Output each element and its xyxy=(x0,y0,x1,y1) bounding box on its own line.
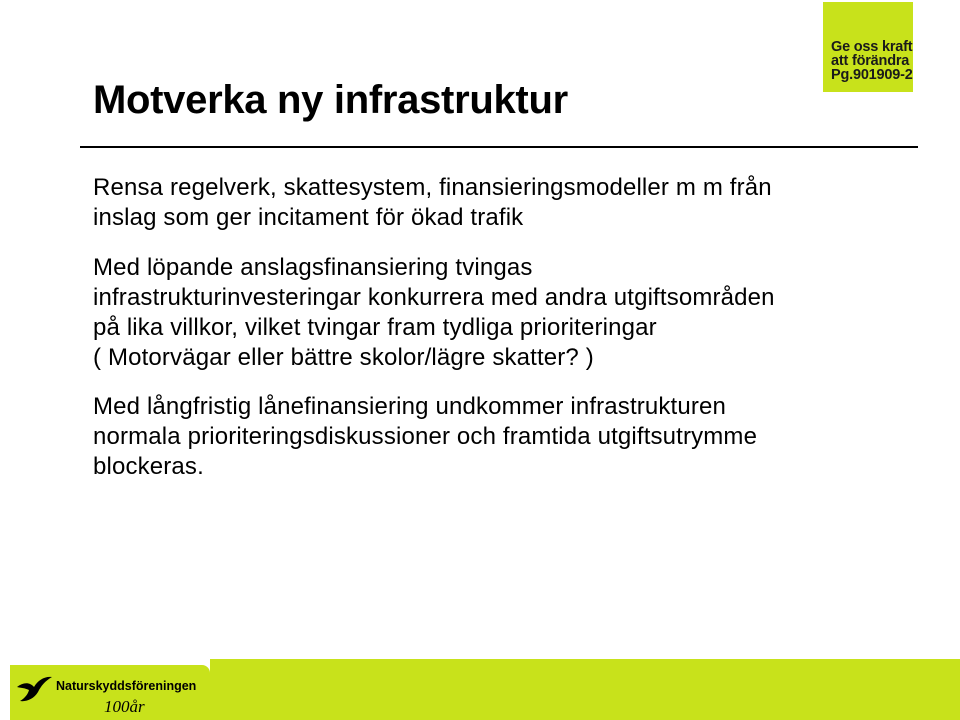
paragraph-1 xyxy=(93,173,933,233)
text-line: Rensa regelverk, skattesystem, finansieringsmodeller m m från xyxy=(93,174,772,201)
text-line: Med långfristig lånefinansiering undkommer infrastrukturen xyxy=(93,393,727,420)
badge-line: Ge oss kraft xyxy=(831,39,913,55)
slide-body xyxy=(93,173,933,482)
badge-line: Pg.901909-2 xyxy=(831,67,913,83)
badge-line: att förändra xyxy=(831,53,910,69)
title-divider xyxy=(80,146,918,148)
organization-logo xyxy=(10,665,210,720)
text-line: Med löpande anslagsfinansiering tvingas xyxy=(93,254,533,281)
paragraph-3 xyxy=(93,392,933,482)
paragraph-2 xyxy=(93,253,933,373)
anniversary-mark: 100år xyxy=(104,697,145,716)
footer-bar xyxy=(0,659,960,720)
bird-icon xyxy=(14,671,54,705)
donation-badge xyxy=(823,2,913,92)
text-line: ( Motorvägar eller bättre skolor/lägre skatter? ) xyxy=(93,344,594,371)
text-line: inslag som ger incitament för ökad trafik xyxy=(93,204,524,231)
text-line: blockeras. xyxy=(93,453,204,480)
text-line: infrastrukturinvesteringar konkurrera med andra utgiftsområden xyxy=(93,284,775,311)
text-line: normala prioriteringsdiskussioner och framtida utgiftsutrymme xyxy=(93,423,758,450)
text-line: på lika villkor, vilket tvingar fram tydliga prioriteringar xyxy=(93,314,657,341)
organization-name: Naturskyddsföreningen xyxy=(56,679,197,693)
page-title: Motverka ny infrastruktur xyxy=(93,78,568,122)
